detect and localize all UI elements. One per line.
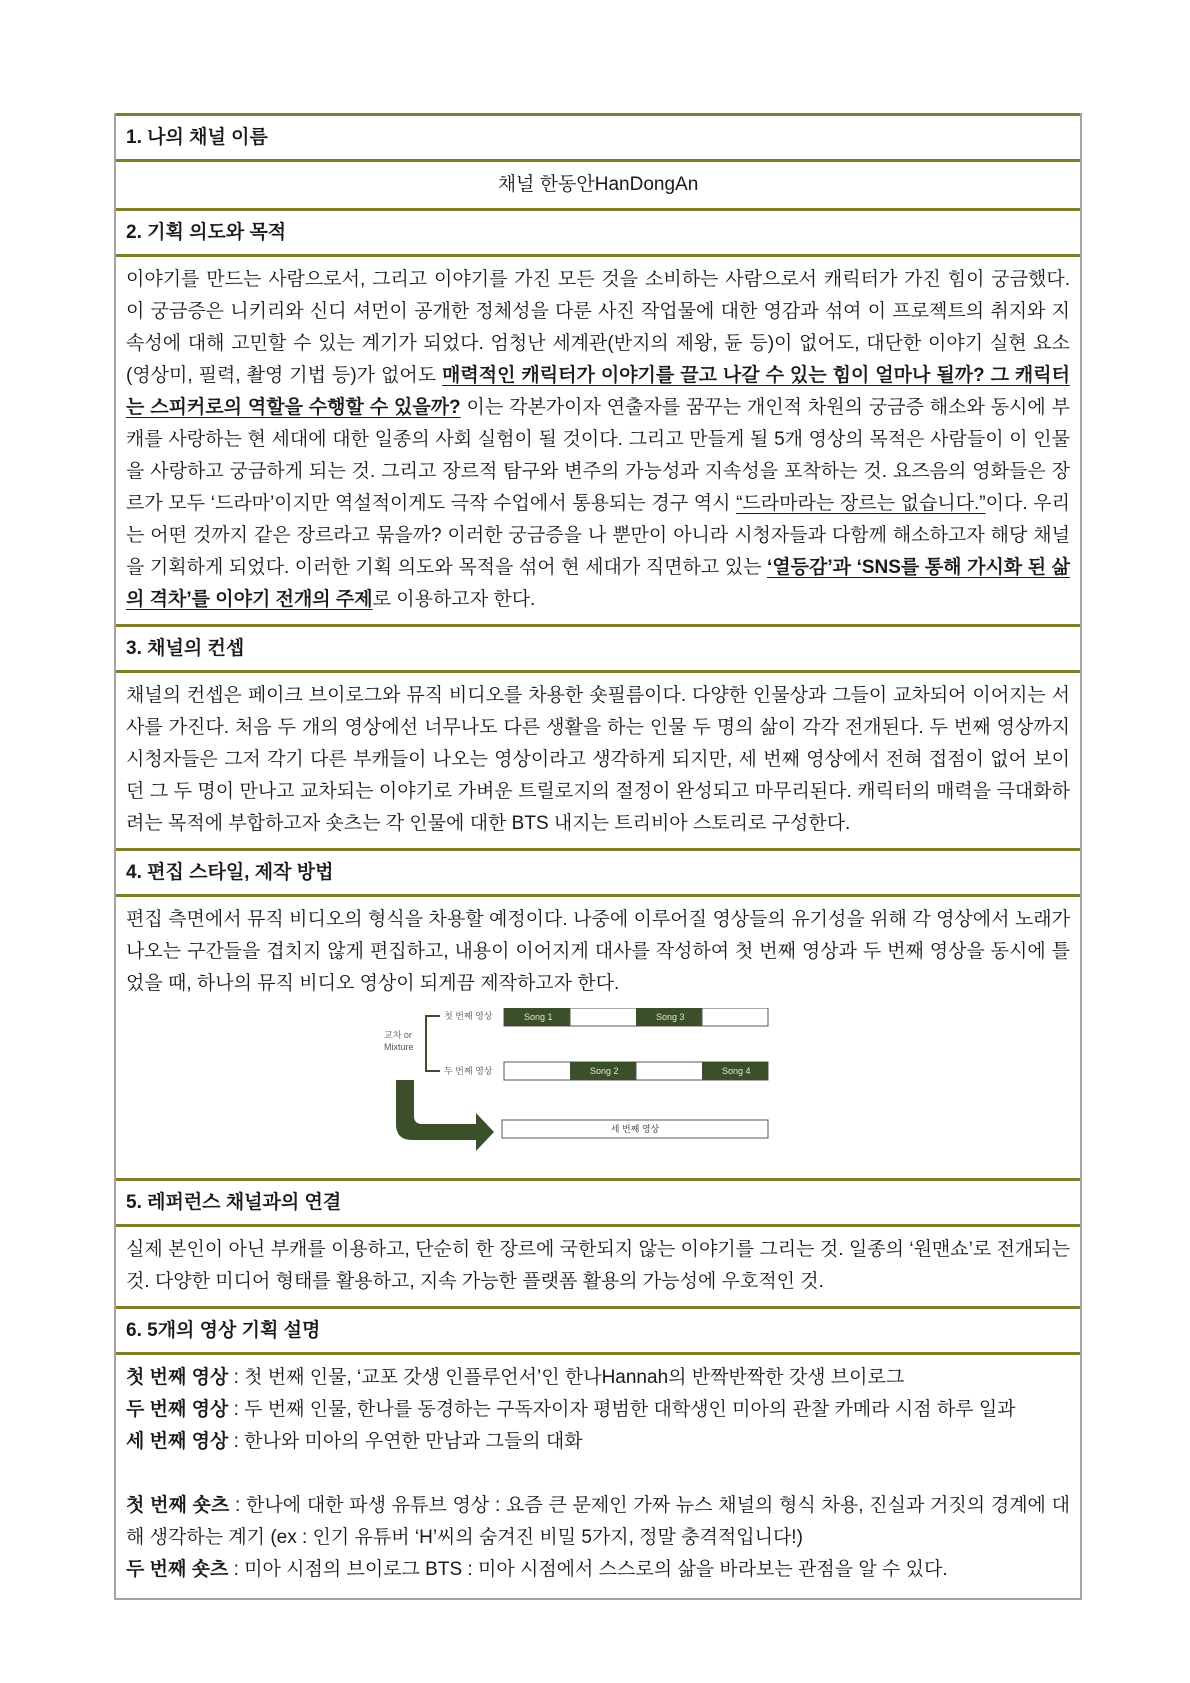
bracket-line [426, 1016, 440, 1071]
s2-bold-question: 매력적인 캐릭터가 이야기를 끌고 나갈 수 있는 힘이 얼마나 될까? 그 캐릭터는 스피커로의 역할을 수행할 수 있을까? [126, 365, 1070, 418]
section-5-body: 실제 본인이 아닌 부캐를 이용하고, 단순히 한 장르에 국한되지 않는 이야기를 그리는 것. 일종의 ‘원맨쇼’로 전개되는 것. 다양한 미디어 형태를 활용하고, 지속 가능한 플랫폼 활용의 가능성에 우호적인 것. [126, 1239, 1070, 1292]
row1-label: 첫 번째 영상 [444, 1011, 493, 1021]
editing-diagram [116, 1008, 1080, 1178]
spacer [126, 1458, 1070, 1490]
mix-label-1: 교차 or [384, 1030, 412, 1040]
section-3-title: 3. 채널의 컨셉 [116, 624, 1080, 673]
section-3-body: 채널의 컨셉은 페이크 브이로그와 뮤직 비디오를 차용한 숏필름이다. 다양한 인물상과 그들이 교차되어 이어지는 서사를 가진다. 처음 두 개의 영상에선 너무나도 다른 생활을 하는 인물 두 명의 삶이 각각 전개된다. 두 번째 영상까지 시청자들은 그저 각기 다른 부캐들이 나오는 영상이라고 생각하게 되지만, 세 번째 영상에서 전혀 접점이 없어 보이던 그 두 명이 만나고 교차되는 이야기로 가벼운 트릴로지의 절정이 완성되고 마무리된다. 캐릭터의 매력을 극대화하려는 목적에 부합하고자 숏츠는 각 인물에 대한 BTS 내지는 트리비아 스토리로 구성한다. [126, 685, 1070, 834]
section-5-title: 5. 레퍼런스 채널과의 연결 [116, 1178, 1080, 1227]
section-6-body [116, 1355, 1080, 1598]
section-2-title: 2. 기획 의도와 목적 [116, 208, 1080, 257]
shorts-1-label: 첫 번째 숏츠 [126, 1495, 230, 1516]
s2-bold-theme: ‘열등감’과 ‘SNS를 통해 가시화 된 삶의 격차’를 이야기 전개의 주제 [126, 557, 1071, 610]
shorts-1-line [126, 1490, 1070, 1554]
video-3-label: 세 번째 영상 [126, 1431, 229, 1452]
s2-text-1: 이야기를 만드는 사람으로서, 그리고 이야기를 가진 모든 것을 소비하는 사람으로서 캐릭터가 가진 힘이 궁금했다. 이 궁금증은 니키리와 신디 셔먼이 공개한 정체성을 다룬 사진 작업물에 대한 영감과 섞여 이 프로젝트의 취지와 지속성에 대해 고민할 수 있는 계기가 되었다. 엄청난 세계관(반지의 제왕, 듄 등)이 없어도, 대단한 이야기 실현 요소(영상미, 필력, 촬영 기법 등)가 없어도 [126, 269, 1070, 386]
video-3-text: : 한나와 미아의 우연한 만남과 그들의 대화 [228, 1431, 583, 1452]
video-1-label: 첫 번째 영상 [126, 1367, 229, 1388]
s2-text-3: 이다. 우리는 어떤 것까지 같은 장르라고 묶을까? 이러한 궁금증을 나 뿐만이 아니라 시청자들과 다함께 해소하고자 해당 채널을 기획하게 되었다. 이러한 기획 의도와 목적을 섞어 현 세대가 직면하고 있는 [126, 493, 1070, 578]
s2-text-2: 이는 각본가이자 연출자를 꿈꾸는 개인적 차원의 궁금증 해소와 동시에 부캐를 사랑하는 현 세대에 대한 일종의 사회 실험이 될 것이다. 그리고 만들게 될 5개 영상의 목적은 사람들이 이 인물을 사랑하고 궁금하게 되는 것. 그리고 장르적 탐구와 변주의 가능성과 지속성을 포착하는 것. 요즈음의 영화들은 장르가 모두 ‘드라마’이지만 역설적이게도 극작 수업에서 통용되는 경구 역시 [126, 397, 1070, 514]
song2-label: Song 2 [590, 1066, 619, 1076]
video-1-text: : 첫 번째 인물, ‘교포 갓생 인플루언서’인 한나Hannah의 반짝반짝한 갓생 브이로그 [228, 1367, 905, 1388]
video-2-label: 두 번째 영상 [126, 1399, 229, 1420]
section-4-body: 편집 측면에서 뮤직 비디오의 형식을 차용할 예정이다. 나중에 이루어질 영상들의 유기성을 위해 각 영상에서 노래가 나오는 구간들을 겹치지 않게 편집하고, 내용이 이어지게 대사를 작성하여 첫 번째 영상과 두 번째 영상을 동시에 틀었을 때, 하나의 뮤직 비디오 영상이 되게끔 제작하고자 한다. [126, 909, 1070, 994]
video-2-text: : 두 번째 인물, 한나를 동경하는 구독자이자 평범한 대학생인 미아의 관찰 카메라 시점 하루 일과 [228, 1399, 1016, 1420]
song4-label: Song 4 [722, 1066, 751, 1076]
section-1-title: 1. 나의 채널 이름 [116, 113, 1080, 162]
shorts-2-text: : 미아 시점의 브이로그 BTS : 미아 시점에서 스스로의 삶을 바라보는 관점을 알 수 있다. [228, 1559, 948, 1580]
result-label: 세 번째 영상 [610, 1124, 660, 1134]
video-1-line [126, 1362, 1070, 1394]
section-6-title: 6. 5개의 영상 기획 설명 [116, 1306, 1080, 1355]
shorts-2-label: 두 번째 숏츠 [126, 1559, 229, 1580]
s2-quote: “드라마라는 장르는 없습니다.” [736, 493, 986, 514]
row2-label: 두 번째 영상 [444, 1066, 493, 1076]
song3-label: Song 3 [656, 1012, 685, 1022]
shorts-2-line [126, 1554, 1070, 1586]
mix-label-2: Mixture [384, 1042, 414, 1052]
channel-name: 채널 한동안HanDongAn [497, 174, 699, 195]
video-3-line [126, 1426, 1070, 1458]
section-2-body [116, 257, 1080, 624]
song1-label: Song 1 [524, 1012, 553, 1022]
section-4-title: 4. 편집 스타일, 제작 방법 [116, 848, 1080, 897]
diagram-svg [384, 1008, 804, 1168]
planning-document [114, 113, 1082, 1600]
shorts-1-text: : 한나에 대한 파생 유튜브 영상 : 요즘 큰 문제인 가짜 뉴스 채널의 형식 차용, 진실과 거짓의 경계에 대해 생각하는 계기 (ex : 인기 유튜버 ‘H’씨의 숨겨진 비밀 5가지, 정말 충격적입니다!) [126, 1495, 1071, 1548]
merge-arrow [396, 1080, 494, 1151]
s2-text-4: 로 이용하고자 한다. [372, 589, 536, 610]
video-2-line [126, 1394, 1070, 1426]
